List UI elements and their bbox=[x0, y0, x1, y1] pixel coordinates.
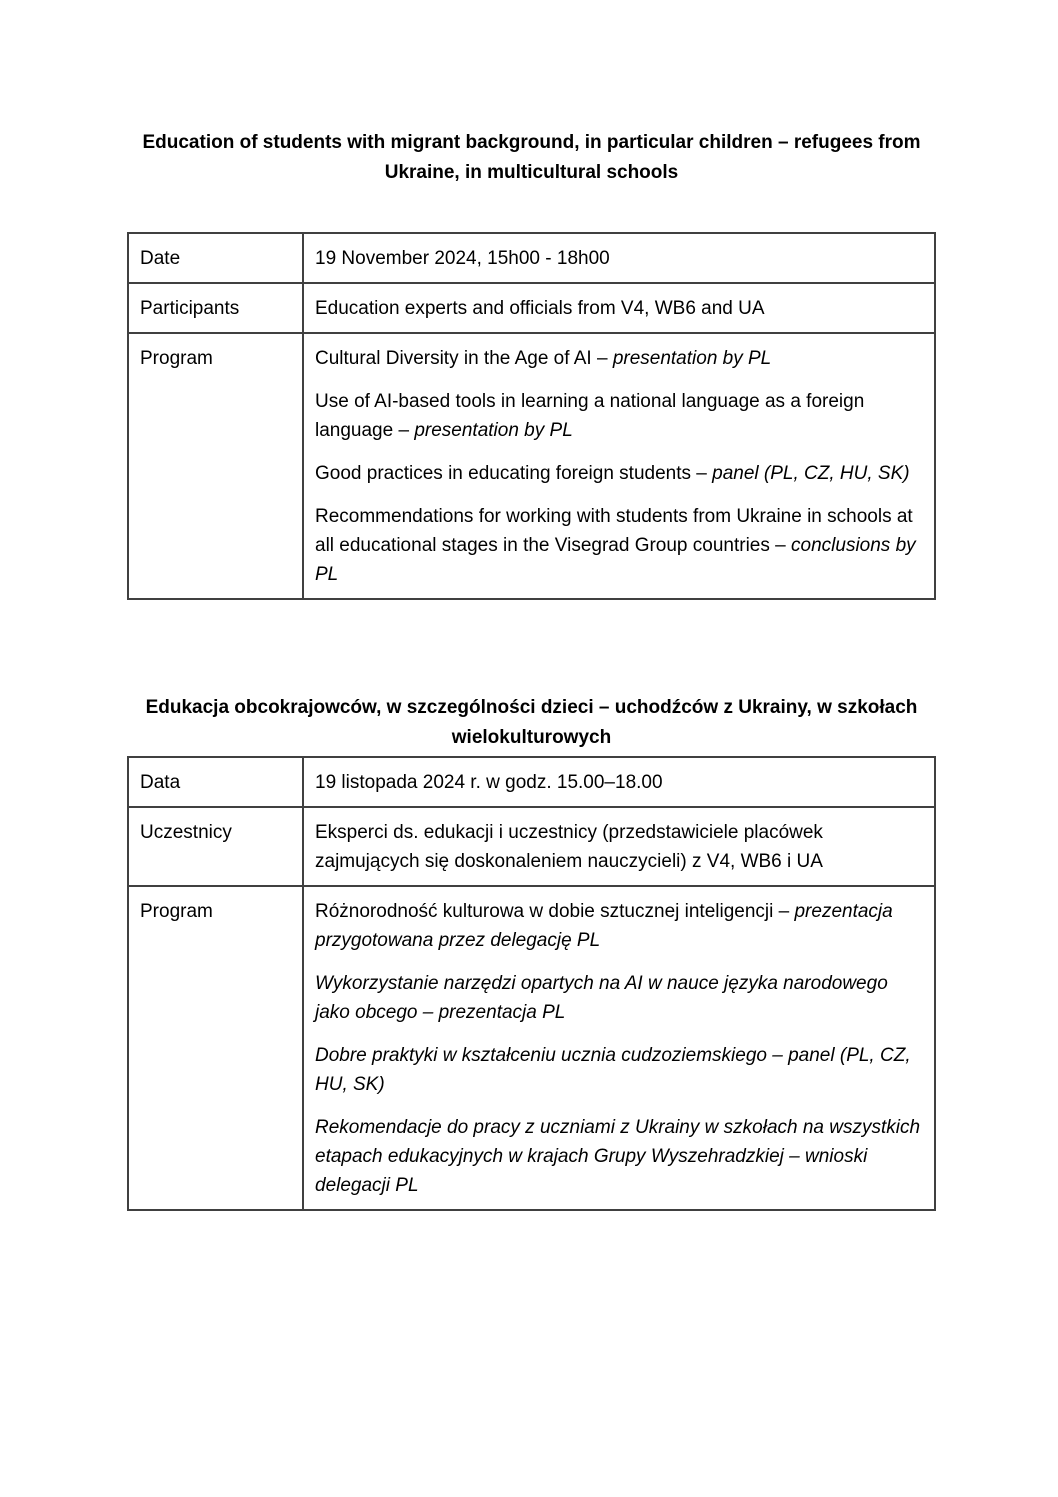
row-content bbox=[303, 757, 935, 807]
italic-text-run: Dobre praktyki w kształceniu ucznia cudzoziemskiego – panel (PL, CZ, HU, SK) bbox=[315, 1045, 911, 1095]
content-paragraph bbox=[315, 897, 922, 955]
row-label: Date bbox=[128, 233, 303, 283]
text-run: Good practices in educating foreign students – bbox=[315, 463, 713, 484]
schedule-table-polish bbox=[127, 756, 936, 1211]
document-title-english: Education of students with migrant background, in particular children – refugees from Ukraine, in multicultural schools bbox=[142, 132, 921, 183]
row-label: Uczestnicy bbox=[128, 807, 303, 886]
content-paragraph bbox=[315, 768, 922, 797]
content-paragraph bbox=[315, 1041, 922, 1099]
text-run: Use of AI-based tools in learning a national language as a foreign language – bbox=[315, 391, 865, 441]
schedule-table-polish-body bbox=[128, 757, 935, 1210]
row-content bbox=[303, 886, 935, 1210]
text-run: Różnorodność kulturowa w dobie sztucznej inteligencji – bbox=[315, 901, 795, 922]
content-paragraph bbox=[315, 244, 922, 273]
italic-text-run: prezentacja przygotowana przez delegację PL bbox=[315, 901, 893, 951]
row-content bbox=[303, 233, 935, 283]
table-row bbox=[128, 886, 935, 1210]
italic-text-run: Wykorzystanie narzędzi opartych na AI w nauce języka narodowego jako obcego – prezentacja PL bbox=[315, 973, 888, 1023]
text-run: 19 listopada 2024 r. w godz. 15.00–18.00 bbox=[315, 772, 663, 793]
italic-text-run: panel (PL, CZ, HU, SK) bbox=[712, 463, 910, 484]
text-run: Recommendations for working with students from Ukraine in schools at all educational stages in the Visegrad Group countries – bbox=[315, 506, 913, 556]
schedule-table-english-body bbox=[128, 233, 935, 599]
table-row bbox=[128, 283, 935, 333]
row-content bbox=[303, 333, 935, 599]
content-paragraph bbox=[315, 387, 922, 445]
content-paragraph bbox=[315, 1113, 922, 1200]
row-label: Participants bbox=[128, 283, 303, 333]
text-run: 19 November 2024, 15h00 - 18h00 bbox=[315, 248, 610, 269]
content-paragraph bbox=[315, 818, 922, 876]
row-label: Program bbox=[128, 333, 303, 599]
row-content bbox=[303, 283, 935, 333]
table-row bbox=[128, 807, 935, 886]
italic-text-run: Rekomendacje do pracy z uczniami z Ukrainy w szkołach na wszystkich etapach edukacyjnych w krajach Grupy Wyszehradzkiej – wnioski delegacji PL bbox=[315, 1117, 921, 1196]
table-row bbox=[128, 757, 935, 807]
text-run: Eksperci ds. edukacji i uczestnicy (przedstawiciele placówek zajmujących się doskonaleniem nauczycieli) z V4, WB6 i UA bbox=[315, 822, 823, 872]
italic-text-run: conclusions by PL bbox=[315, 535, 916, 585]
text-run: Cultural Diversity in the Age of AI – bbox=[315, 348, 613, 369]
content-paragraph bbox=[315, 502, 922, 589]
content-paragraph bbox=[315, 294, 922, 323]
document-title-polish: Edukacja obcokrajowców, w szczególności dzieci – uchodźców z Ukrainy, w szkołach wielokulturowych bbox=[145, 697, 918, 748]
italic-text-run: presentation by PL bbox=[414, 420, 573, 441]
row-label: Data bbox=[128, 757, 303, 807]
content-paragraph bbox=[315, 459, 922, 488]
text-run: Education experts and officials from V4, WB6 and UA bbox=[315, 298, 765, 319]
row-label: Program bbox=[128, 886, 303, 1210]
content-paragraph bbox=[315, 969, 922, 1027]
table-row bbox=[128, 333, 935, 599]
italic-text-run: presentation by PL bbox=[612, 348, 772, 369]
row-content bbox=[303, 807, 935, 886]
content-paragraph bbox=[315, 344, 922, 373]
schedule-table-english bbox=[127, 232, 936, 600]
table-row bbox=[128, 233, 935, 283]
